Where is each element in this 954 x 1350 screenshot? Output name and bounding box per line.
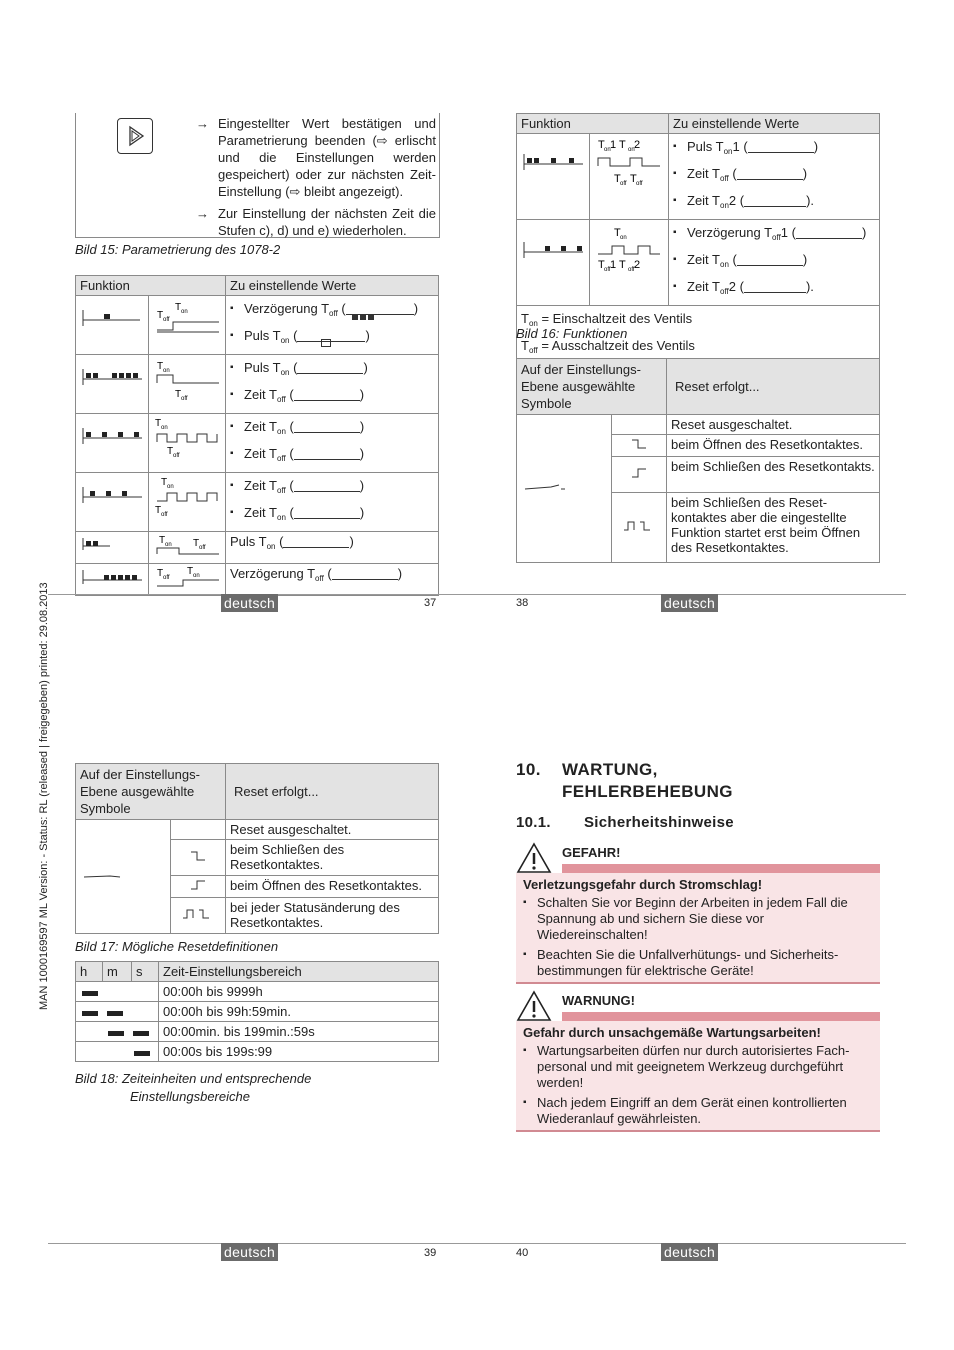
page-number: 37 bbox=[424, 597, 437, 609]
reset-row: Reset ausgeschaltet. bbox=[667, 415, 880, 435]
function-symbol bbox=[521, 222, 585, 280]
function-symbol bbox=[80, 534, 144, 554]
danger-label: GEFAHR! bbox=[562, 845, 621, 860]
svg-text:T: T bbox=[157, 361, 164, 372]
col-header: h bbox=[76, 962, 103, 982]
reset-symbol bbox=[521, 477, 607, 497]
unit-bar bbox=[82, 991, 98, 996]
svg-text:T: T bbox=[598, 139, 605, 151]
danger-item: ▪ Schalten Sie vor Beginn der Arbeiten in jedem Fall die Spannung ab und sichern Sie diese vor Wiedereinschalten! bbox=[523, 895, 870, 943]
step-box bbox=[75, 113, 440, 238]
function-symbol bbox=[80, 475, 144, 509]
svg-text:T: T bbox=[155, 505, 162, 516]
svg-text:off: off bbox=[620, 181, 627, 187]
svg-text:off: off bbox=[161, 512, 168, 518]
danger-title: Verletzungsgefahr durch Stromschlag! bbox=[523, 877, 763, 892]
svg-text:T: T bbox=[598, 259, 605, 271]
caption: Bild 16: Funktionen bbox=[516, 326, 628, 341]
time-range-table bbox=[75, 961, 439, 1062]
timing-diagram bbox=[594, 136, 664, 196]
function-symbol bbox=[521, 136, 585, 194]
caption: Bild 18: Zeiteinheiten und entsprechende bbox=[75, 1071, 312, 1086]
play-button-icon bbox=[117, 118, 153, 154]
svg-text:T: T bbox=[630, 173, 637, 185]
timing-diagram bbox=[594, 222, 664, 282]
svg-text:T: T bbox=[157, 568, 164, 579]
svg-text:off: off bbox=[163, 317, 170, 323]
reset-row: beim Schließen des Resetkontakts. bbox=[667, 457, 880, 493]
warning-title: Gefahr durch unsachgemäße Wartungsarbeiten! bbox=[523, 1025, 821, 1040]
caption: Einstellungsbereiche bbox=[130, 1089, 250, 1104]
warning-item: ▪ Nach jedem Eingriff an dem Gerät einen kontrollierten Wiederanlauf gewährleisten. bbox=[523, 1095, 870, 1127]
timing-diagram bbox=[153, 298, 221, 336]
svg-text:1 T: 1 T bbox=[610, 259, 626, 271]
function-symbol bbox=[80, 298, 144, 332]
unit-bar bbox=[108, 1031, 124, 1036]
svg-text:on: on bbox=[628, 147, 635, 153]
col-header: Auf der Einstellungs-Ebene ausgewählte Symbole bbox=[517, 359, 667, 415]
unit-bar bbox=[134, 1051, 150, 1056]
col-header: m bbox=[103, 962, 132, 982]
col-header: Reset erfolgt... bbox=[667, 359, 880, 415]
unit-bar bbox=[133, 1031, 149, 1036]
col-header: Zu einstellende Werte bbox=[669, 114, 880, 134]
falling-edge-icon bbox=[616, 437, 656, 451]
svg-text:T: T bbox=[157, 310, 164, 321]
function-table-37: Funktion Zu einstellende Werte T on T off ▪ Verzögerung $T_{off}$ ( ) ▪ Puls $T_{on}$ ( ) T on T off ▪ Puls $T_{on}$ ( ) ▪ Zeit $T_{off}$ ( ) T on T off ▪ Zeit $T_{on}$ ( ) ▪ Zeit $T_{off}$ ( ) T on T off ▪ Zeit $T_{off}$ ( ) ▪ Zeit $T_{on}$ ( ) T on T off Puls $T_{on}$ ( ) T off T on Verzögerung $T_{off}$ ( ) bbox=[75, 275, 439, 596]
reset-row: Reset ausgeschaltet. bbox=[226, 820, 439, 840]
section-number: 10. bbox=[516, 760, 541, 779]
svg-text:T: T bbox=[155, 418, 162, 429]
caption: Bild 15: Parametrierung des 1078-2 bbox=[75, 242, 281, 257]
svg-text:on: on bbox=[193, 573, 200, 579]
page-number: 38 bbox=[516, 597, 529, 609]
warning-triangle-icon bbox=[516, 990, 552, 1022]
reset-symbol bbox=[80, 865, 166, 885]
reset-row: beim Schließen des Reset-kontaktes aber die eingestellte Funktion startet erst beim Öffnen des Resetkontaktes. bbox=[667, 493, 880, 563]
svg-text:T: T bbox=[167, 446, 174, 457]
falling-edge-icon bbox=[175, 849, 215, 863]
col-header: Funktion bbox=[76, 276, 226, 296]
pulse-edge-icon bbox=[616, 519, 656, 533]
range-cell: 00:00h bis 99h:59min. bbox=[159, 1002, 439, 1022]
svg-text:off: off bbox=[181, 396, 188, 401]
svg-text:2: 2 bbox=[634, 139, 641, 151]
function-symbol bbox=[80, 357, 144, 391]
reset-row: beim Schließen des Resetkontaktes. bbox=[226, 840, 439, 876]
language-label: deutsch bbox=[221, 1243, 278, 1261]
svg-text:on: on bbox=[165, 542, 172, 548]
svg-text:T: T bbox=[187, 566, 194, 577]
col-header: Funktion bbox=[517, 114, 669, 134]
unit-bar bbox=[82, 1011, 98, 1016]
pulse-edge-icon bbox=[175, 907, 215, 921]
svg-text:T: T bbox=[159, 535, 166, 546]
col-header: Reset erfolgt... bbox=[226, 764, 439, 820]
svg-text:off: off bbox=[199, 545, 206, 551]
function-symbol bbox=[80, 416, 144, 450]
section-title: FEHLERBEHEBUNG bbox=[562, 782, 733, 801]
svg-text:T: T bbox=[614, 173, 621, 185]
step-text: Eingestellter Wert bestätigen und Parametrierung beenden (⇨ erlischt und die Einstellungen werden gespeichert) oder zur nächsten Zeit-Einstellung (⇨ bleibt angezeigt). bbox=[218, 116, 436, 199]
warning-label: WARNUNG! bbox=[562, 993, 635, 1008]
reset-row: bei jeder Statusänderung des Resetkontaktes. bbox=[226, 898, 439, 934]
warning-item: ▪ Wartungsarbeiten dürfen nur durch autorisiertes Fach-personal und mit geeignetem Werkzeug durchgeführt werden! bbox=[523, 1043, 870, 1091]
caption: Bild 17: Mögliche Resetdefinitionen bbox=[75, 939, 279, 954]
reset-table-38 bbox=[516, 358, 880, 563]
footer-rule bbox=[48, 594, 906, 595]
svg-text:T: T bbox=[614, 227, 621, 239]
svg-text:T: T bbox=[175, 302, 182, 313]
page-number: 39 bbox=[424, 1247, 437, 1259]
arrow-icon: → bbox=[196, 116, 209, 131]
reset-table-39 bbox=[75, 763, 439, 934]
timing-diagram bbox=[153, 416, 221, 460]
language-label: deutsch bbox=[661, 1243, 718, 1261]
language-label: deutsch bbox=[661, 594, 718, 612]
range-cell: 00:00s bis 199s:99 bbox=[159, 1042, 439, 1062]
reset-row: beim Öffnen des Resetkontaktes. bbox=[667, 435, 880, 457]
range-cell: 00:00h bis 9999h bbox=[159, 982, 439, 1002]
timing-diagram bbox=[153, 357, 221, 401]
timing-diagram bbox=[153, 566, 221, 590]
subsection-number: 10.1. bbox=[516, 814, 551, 831]
svg-text:on: on bbox=[620, 235, 627, 241]
svg-text:off: off bbox=[636, 181, 643, 187]
timing-diagram bbox=[153, 534, 221, 558]
col-header: Zu einstellende Werte bbox=[226, 276, 439, 296]
warning-bar bbox=[562, 1012, 880, 1021]
svg-text:on: on bbox=[604, 147, 611, 153]
page-number: 40 bbox=[516, 1247, 529, 1259]
arrow-icon: → bbox=[196, 206, 209, 221]
vertical-meta: MAN 1000169597 ML Version: - Status: RL (released | freigegeben) printed: 29.08.2013 bbox=[38, 582, 50, 1010]
danger-item: ▪ Beachten Sie die Unfallverhütungs- und Sicherheits-bestimmungen für elektrische Geräte! bbox=[523, 947, 870, 979]
svg-text:T: T bbox=[175, 389, 182, 400]
svg-text:off: off bbox=[604, 267, 611, 273]
function-table-38: Funktion Zu einstellende Werte T on 1 T on 2 T off T off ▪ Puls $T_{on}1$ ( ) ▪ Zeit $T_{off}$ ( ) ▪ Zeit $T_{on}2$ ( ). T on T off 1 T off 2 ▪ Verzögerung $T_{off}1$ ( ) ▪ Zeit $T_{on}$ ( ) ▪ Zeit $T_{off}2$ ( ). $T_{on}$ = Einschaltzeit des Ventils $T_{off}$ = Ausschaltzeit des Ventils bbox=[516, 113, 880, 365]
unit-bar bbox=[107, 1011, 123, 1016]
svg-text:2: 2 bbox=[634, 259, 641, 271]
timing-diagram bbox=[153, 475, 221, 519]
danger-bar bbox=[562, 864, 880, 873]
section-title: WARTUNG, bbox=[562, 760, 658, 779]
language-label: deutsch bbox=[221, 594, 278, 612]
svg-text:on: on bbox=[167, 484, 174, 490]
step-text: Zur Einstellung der nächsten Zeit die Stufen c), d) und e) wiederholen. bbox=[218, 206, 436, 238]
svg-text:on: on bbox=[163, 368, 170, 374]
svg-text:on: on bbox=[161, 425, 168, 431]
function-symbol bbox=[80, 566, 144, 588]
warning-triangle-icon bbox=[516, 842, 552, 874]
range-cell: 00:00min. bis 199min.:59s bbox=[159, 1022, 439, 1042]
svg-text:off: off bbox=[173, 453, 180, 459]
reset-row: beim Öffnen des Resetkontaktes. bbox=[226, 876, 439, 898]
col-header: Zeit-Einstellungsbereich bbox=[159, 962, 439, 982]
footer-rule bbox=[48, 1243, 906, 1244]
svg-text:T: T bbox=[193, 538, 200, 549]
svg-text:off: off bbox=[163, 575, 170, 581]
svg-text:1 T: 1 T bbox=[610, 139, 626, 151]
svg-text:off: off bbox=[628, 267, 635, 273]
svg-text:T: T bbox=[161, 477, 168, 488]
subsection-title: Sicherheitshinweise bbox=[584, 814, 734, 831]
svg-text:on: on bbox=[181, 309, 188, 315]
rising-edge-icon bbox=[616, 466, 656, 480]
col-header: Auf der Einstellungs-Ebene ausgewählte Symbole bbox=[76, 764, 226, 820]
col-header: s bbox=[132, 962, 159, 982]
rising-edge-icon bbox=[175, 878, 215, 892]
